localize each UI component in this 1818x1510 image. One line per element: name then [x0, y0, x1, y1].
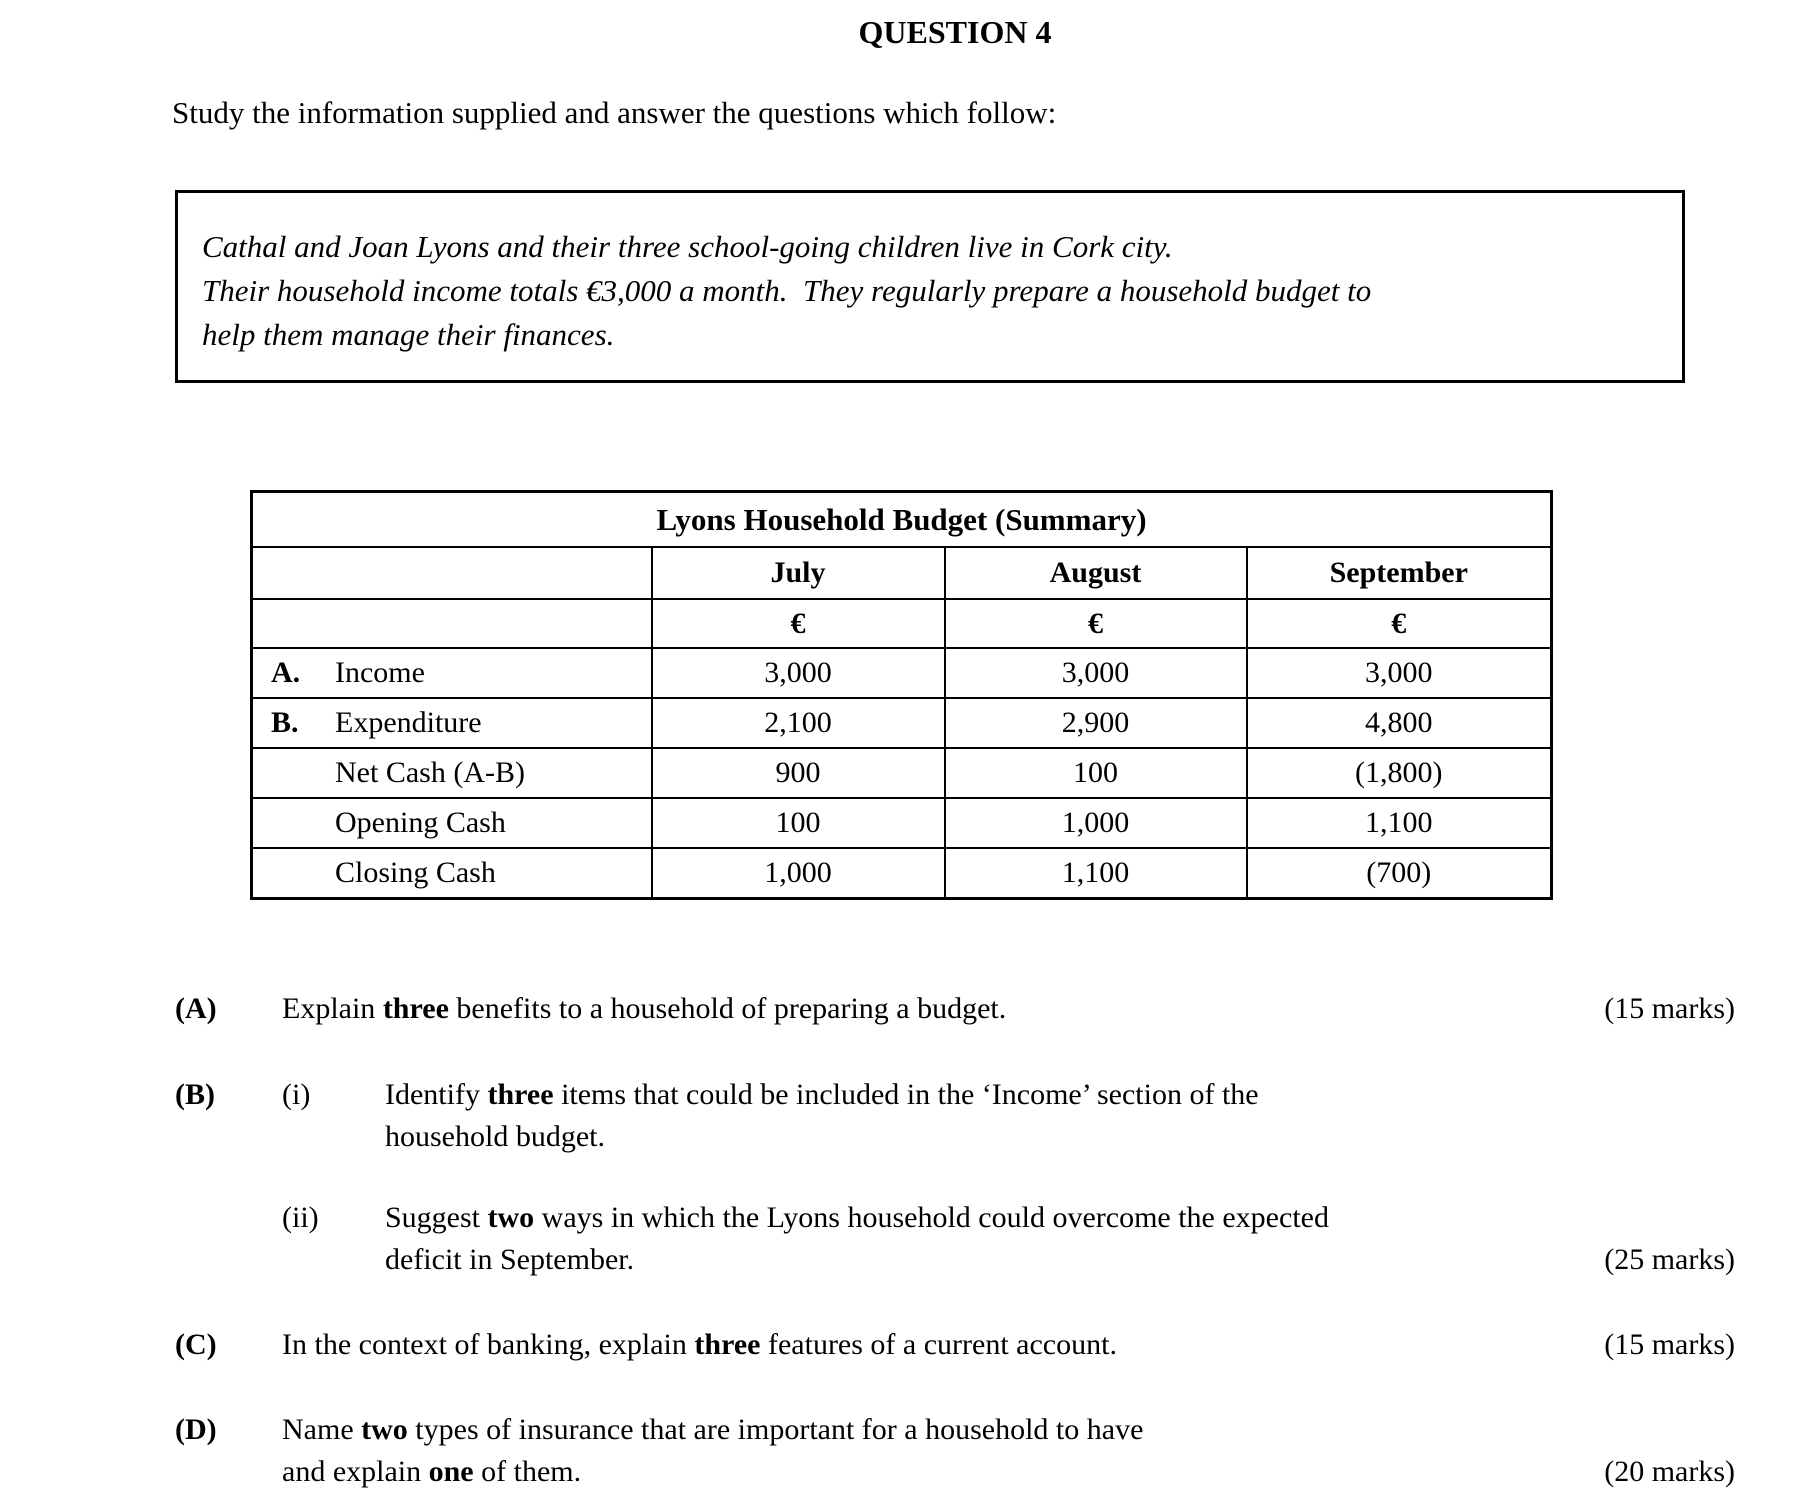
question-line: Explain three benefits to a household of preparing a budget.: [282, 992, 1007, 1025]
question-d-label: (D): [175, 1413, 217, 1446]
question-a-text: [282, 988, 1735, 1030]
table-title: Lyons Household Budget (Summary): [252, 492, 1552, 548]
question-line: and explain one of them.: [282, 1455, 582, 1488]
question-a: [175, 988, 1735, 1030]
row-label-text: Income: [335, 656, 425, 689]
question-d: [175, 1409, 1735, 1493]
question-c-marks: (15 marks): [1604, 1328, 1735, 1361]
question-b-i: [175, 1074, 1735, 1158]
question-c-text: [282, 1324, 1735, 1366]
row-label: [252, 848, 652, 898]
question-a-row: [175, 988, 1735, 1030]
table-currency-row: [252, 599, 1552, 648]
question-line: household budget.: [385, 1120, 605, 1153]
question-line: Suggest two ways in which the Lyons household could overcome the expected: [385, 1201, 1329, 1234]
row-prefix: A.: [271, 656, 301, 689]
question-b-ii: [175, 1197, 1735, 1281]
cell-value: 100: [945, 748, 1247, 798]
question-a-label: (A): [175, 992, 217, 1025]
cell-value: 1,000: [945, 798, 1247, 848]
question-b-i-text: [385, 1074, 1735, 1158]
column-header-august: August: [945, 547, 1247, 599]
table-row-net-cash: [252, 748, 1552, 798]
question-line: Name two types of insurance that are important for a household to have: [282, 1413, 1144, 1446]
question-b-label: (B): [175, 1078, 215, 1111]
scenario-line: help them manage their finances.: [202, 317, 615, 352]
row-label: [252, 648, 652, 698]
question-b-i-part-label: (i): [282, 1078, 311, 1111]
table-row-income: [252, 648, 1552, 698]
cell-value: 1,100: [945, 848, 1247, 898]
scenario-line: Cathal and Joan Lyons and their three school-going children live in Cork city.: [202, 229, 1173, 264]
row-prefix: B.: [271, 706, 299, 739]
row-label-text: Closing Cash: [335, 855, 496, 889]
scenario-text: [178, 193, 1682, 357]
currency-symbol: €: [652, 599, 945, 648]
table-month-row: [252, 547, 1552, 599]
row-label-text: Opening Cash: [335, 806, 506, 839]
row-label-text: Net Cash (A-B): [335, 756, 525, 789]
scenario-line: Their household income totals €3,000 a month. They regularly prepare a household budget to: [202, 273, 1372, 308]
table-row-opening-cash: [252, 798, 1552, 848]
question-b-i-row: [175, 1074, 1735, 1158]
question-c-row: [175, 1324, 1735, 1366]
table-title-row: [252, 492, 1552, 548]
question-b-ii-marks: (25 marks): [1604, 1243, 1735, 1276]
question-b-ii-row: [175, 1197, 1735, 1281]
empty-cell: [252, 599, 652, 648]
cell-value: 1,100: [1247, 798, 1552, 848]
question-c: [175, 1324, 1735, 1366]
column-header-september: September: [1247, 547, 1552, 599]
cell-value: (700): [1247, 848, 1552, 898]
cell-value: (1,800): [1247, 748, 1552, 798]
question-line: In the context of banking, explain three features of a current account.: [282, 1328, 1117, 1361]
question-line: deficit in September.: [385, 1243, 635, 1276]
currency-symbol: €: [945, 599, 1247, 648]
column-header-july: July: [652, 547, 945, 599]
cell-value: 3,000: [945, 648, 1247, 698]
cell-value: 2,100: [652, 698, 945, 748]
scenario-box: [175, 190, 1685, 383]
row-label: [252, 798, 652, 848]
question-d-text: [282, 1409, 1735, 1493]
question-a-marks: (15 marks): [1604, 992, 1735, 1025]
row-label: [252, 748, 652, 798]
table-row-closing-cash: [252, 848, 1552, 898]
question-c-label: (C): [175, 1328, 217, 1361]
page-title: QUESTION 4: [858, 14, 1052, 50]
cell-value: 2,900: [945, 698, 1247, 748]
empty-cell: [252, 547, 652, 599]
question-line: Identify three items that could be included in the ‘Income’ section of the: [385, 1078, 1259, 1111]
budget-table: [250, 490, 1553, 900]
cell-value: 3,000: [652, 648, 945, 698]
row-label: [252, 698, 652, 748]
question-d-marks: (20 marks): [1604, 1455, 1735, 1488]
cell-value: 900: [652, 748, 945, 798]
row-label-text: Expenditure: [335, 706, 482, 739]
cell-value: 3,000: [1247, 648, 1552, 698]
cell-value: 100: [652, 798, 945, 848]
question-b-ii-text: [385, 1197, 1735, 1281]
cell-value: 1,000: [652, 848, 945, 898]
question-b-ii-part-label: (ii): [282, 1201, 319, 1234]
currency-symbol: €: [1247, 599, 1552, 648]
intro-text: Study the information supplied and answer the questions which follow:: [172, 95, 1057, 130]
cell-value: 4,800: [1247, 698, 1552, 748]
table-row-expenditure: [252, 698, 1552, 748]
question-d-row: [175, 1409, 1735, 1493]
